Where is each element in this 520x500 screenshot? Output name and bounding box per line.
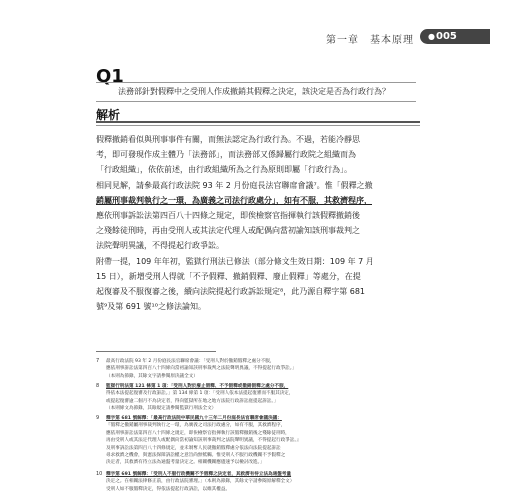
- footnote-line: 決定之。在相關法律修正前，由行政法院審理。」（本則為節錄，其餘文字請參閱原解釋全文）: [106, 479, 295, 485]
- question-text: 法務部針對假釋中之受刑人作成撤銷其假釋之決定，該決定是否為行政行為？: [118, 87, 390, 96]
- page-header: [0, 29, 520, 49]
- footnote-number: 8: [96, 383, 100, 389]
- footnote-line: 最高行政法院 93 年 2 月份庭長法官聯席會議：「受刑人對於撤銷假釋之處分不服，: [106, 359, 275, 364]
- analysis-line: 假釋撤銷看似與刑事事件有關，而無法認定為行政行為。不過，若能冷靜思: [96, 135, 360, 144]
- footnote-line: 應依刑事訴訟法第四百八十四條向當初諭知該刑事裁判之法院聲明異議，不得提起行政爭訟。」: [106, 366, 297, 372]
- footnote-divider: [96, 351, 216, 352]
- analysis-line: 號⁹及第 691 號¹⁰之修法論知。: [96, 302, 206, 312]
- analysis-line: 相同見解，請參最高行政法院 93 年 2 月份庭長法官聯席會議⁷。惟「假釋之撤: [96, 180, 373, 190]
- page-number: 005: [435, 31, 457, 42]
- footnote-line: 『假釋之撤銷屬刑事裁判執行之一環，為廣義之司法行政處分，如有不服，其救濟程序，: [106, 423, 286, 429]
- footnote-line: （本則為節錄，其餘文字請參閱原決議全文）: [106, 373, 198, 379]
- analysis-line: 15 日），新增受刑人得就「不予假釋、撤銷假釋、廢止假釋」等處分，在提: [96, 271, 361, 281]
- footnote-line: 及刑事訴訟法第四百八十四條規定，並未剝奪人民就撤銷假釋處分依法向法院提起訴訟: [106, 445, 281, 451]
- chapter-title: 第一章 基本原理: [326, 35, 414, 46]
- footnote-number: 10: [96, 471, 103, 477]
- analysis-line: 「行政組織」，依依前述，由行政組織所為之行為原則即屬「行政行為」。: [96, 165, 352, 175]
- analysis-divider: [96, 121, 420, 123]
- footnote-line: 尋求救濟之機會，與憲法保障訴訟權之意旨尚無牴觸。惟受刑人不服行政機關不予假釋之: [106, 453, 286, 459]
- footnote-10: [96, 471, 420, 493]
- footnote-line: 得依本法提起復審及行政訴訟。」第 134 條第 1 項：「受刑人依本法提起復審而不服其決定，: [106, 391, 294, 397]
- footnote-number: 9: [96, 415, 100, 421]
- footnote-line: （本則條文為節錄，其餘規定請參閱監獄行刑法全文）: [106, 406, 217, 412]
- analysis-line: 起復審及不服復審之後，續向法院提起行政訴訟規定⁸，此乃源自釋字第 681: [96, 287, 366, 297]
- footnote-line: 應依刑事訴訟法第四百八十四條之規定，即俟檢察官指揮執行該假釋撤銷後之殘餘徒刑時，: [106, 430, 290, 436]
- page-number-tab: [420, 29, 490, 44]
- footnote-line: 釋字第 681 號解釋：「最高行政法院中華民國九十三年二月份庭長法官聯席會議決議：: [106, 416, 282, 421]
- footnote-number: 7: [96, 358, 100, 364]
- footnote-line: 或提起復審逾二個月不為決定者，得向監獄所在地之地方法院行政訴訟庭提起訴訟。」: [106, 398, 279, 404]
- footnote-7: [96, 358, 420, 380]
- footnote-line: 受刑人如不服假釋決定，得依法提起行政訴訟，以維其權益。: [106, 486, 231, 492]
- analysis-label: 解析: [96, 108, 121, 122]
- question-box: [96, 82, 416, 102]
- footnote-9: [96, 415, 420, 467]
- footnote-8: [96, 383, 420, 413]
- analysis-line: 考，即可發現作成主體乃「法務部」，而法務部又係歸屬行政院之組織而為: [96, 150, 356, 160]
- footnote-line: 釋字第 691 號解釋：「受刑人不服行政機關不予假釋之決定者，其救濟有待立法為通盤考量: [106, 472, 292, 477]
- analysis-line-highlight: 銷屬刑事裁判執行之一環，為廣義之司法行政處分」，如有不服，其救濟程序，: [96, 195, 372, 205]
- footnote-line: 監獄行刑法第 121 條第 1 項：「受刑人對於廢止假釋、不予假釋或撤銷假釋之處分不服，: [106, 384, 289, 389]
- analysis-line: 應依刑事訴訟法第四百八十四條之規定，即俟檢察官指揮執行該假釋撤銷後: [96, 211, 360, 221]
- footnote-line: 再由受刑人或其法定代理人或配偶向當初諭知該刑事裁判之法院聲明異議，不得提起行政爭訟。』: [106, 438, 302, 444]
- analysis-line: 法院聲明異議，不得提起行政爭訟。: [96, 241, 224, 251]
- analysis-line: 之殘餘徒刑時，再由受刑人或其法定代理人或配偶向當初諭知該刑事裁判之: [96, 226, 360, 236]
- footnote-line: 決定者，其救濟有待立法為通盤考量決定之。相關機關應儘速予以檢討改進。」: [106, 460, 265, 466]
- bullet-icon: ●: [428, 32, 435, 41]
- question-number: Q1: [96, 66, 124, 87]
- analysis-line: 附帶一提，109 年年初，監獄行刑法已修法（部分條文生效日期：109 年 7 月: [96, 256, 374, 266]
- analysis-body: [96, 132, 420, 314]
